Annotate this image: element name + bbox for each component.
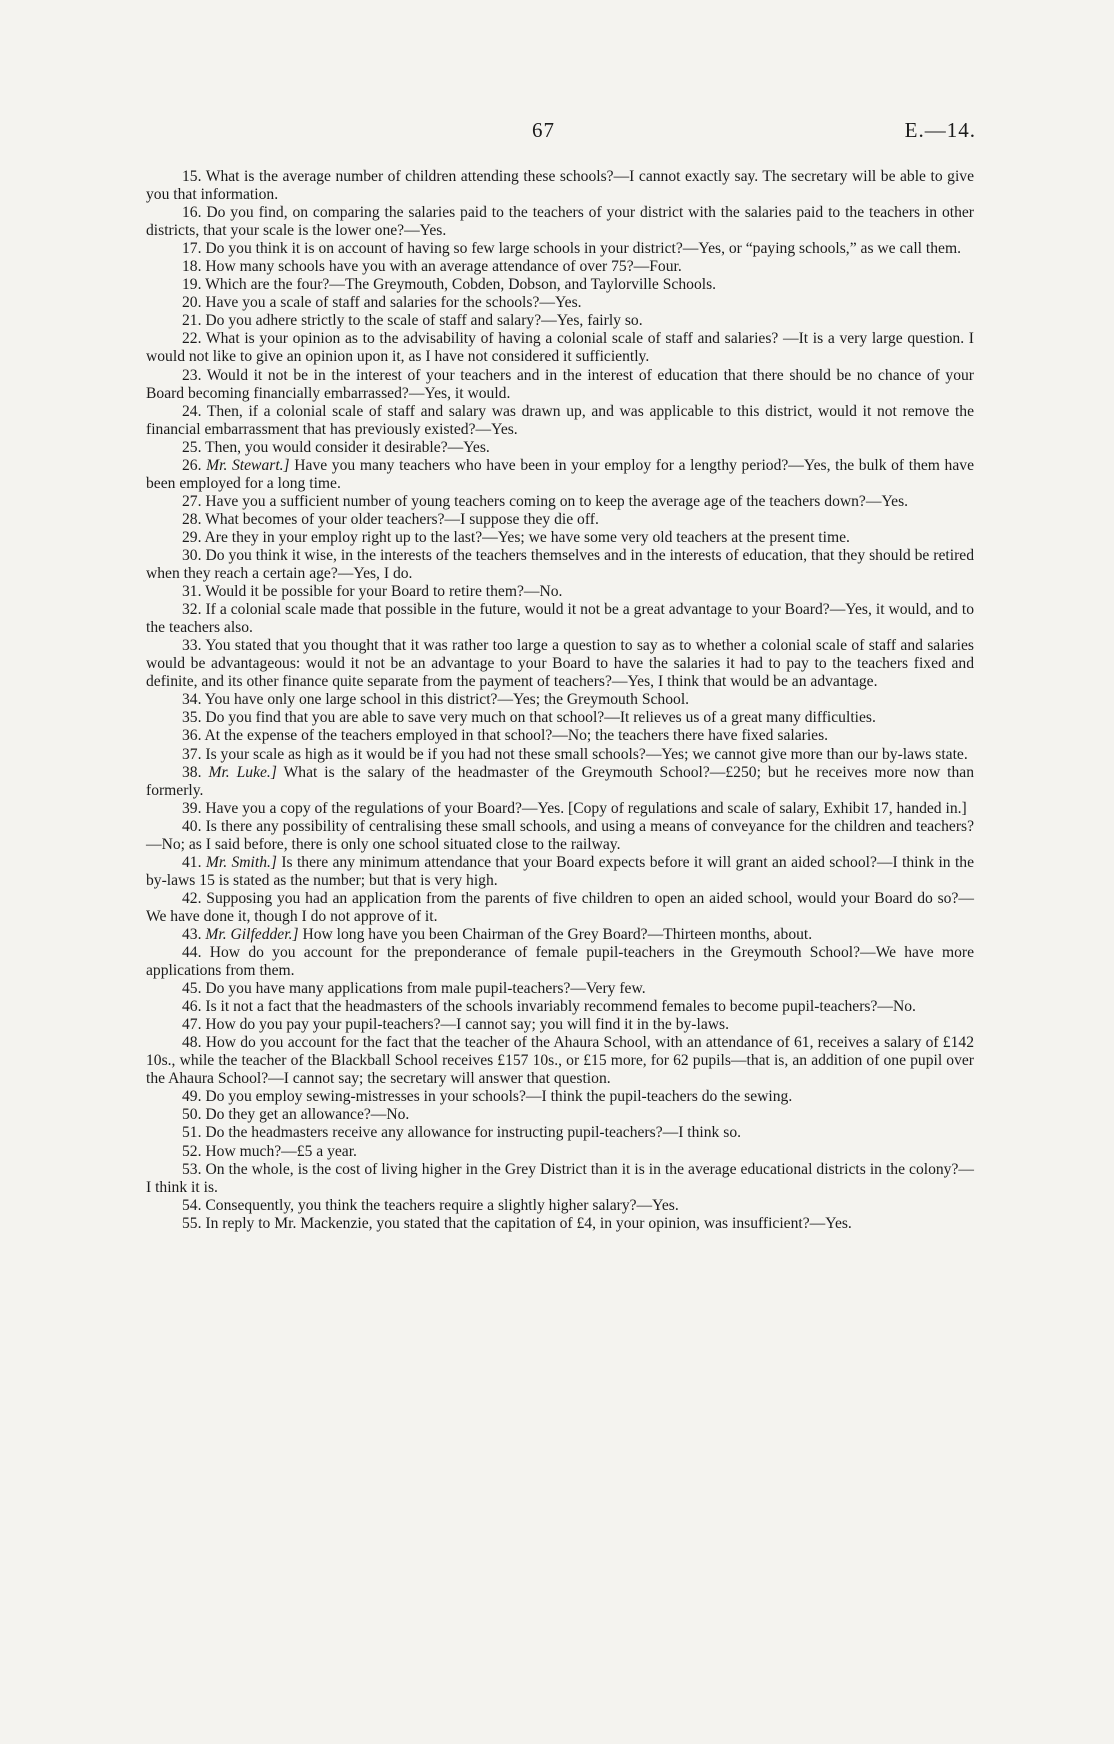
question-answer-paragraph: 27. Have you a sufficient number of young teachers coming on to keep the average age of the teachers down?—Yes. bbox=[182, 492, 909, 510]
question-answer-paragraph: 29. Are they in your employ right up to the last?—Yes; we have some very old teachers at the present time. bbox=[182, 528, 850, 546]
question-answer-paragraph: 28. What becomes of your older teachers?—I suppose they die off. bbox=[182, 510, 599, 528]
speaker-name: Mr. Stewart.] bbox=[206, 456, 290, 474]
paragraph-text: Have you many teachers who have been in your employ for a lengthy period?—Yes, the bulk of them have been employed for a long time. bbox=[146, 456, 974, 492]
question-answer-paragraph bbox=[146, 764, 974, 800]
question-answer-paragraph: 19. Which are the four?—The Greymouth, Cobden, Dobson, and Taylorville Schools. bbox=[182, 276, 717, 294]
question-answer-paragraph: 48. How do you account for the fact that the teacher of the Ahaura School, with an attendance of 61, receives a salary of £142 10s., while the teacher of the Blackball School receives £157 10s., or £15 more, for 62 pupils—that is, an addition of one pupil over the Ahaura School?—I cannot say; the secretary will answer that question. bbox=[146, 1034, 974, 1088]
question-answer-paragraph: 40. Is there any possibility of centralising these small schools, and using a means of conveyance for the children and teachers?—No; as I said before, there is only one school situated close to the railway. bbox=[146, 817, 974, 853]
speaker-name: Mr. Gilfedder.] bbox=[205, 925, 299, 943]
question-number: 43. bbox=[182, 925, 202, 943]
paragraph-text: Is there any minimum attendance that your Board expects before it will grant an aided school?—I think in the by-laws 15 is stated as the number; but that is very high. bbox=[146, 853, 974, 889]
question-answer-paragraph: 20. Have you a scale of staff and salaries for the schools?—Yes. bbox=[182, 294, 582, 312]
question-answer-paragraph: 46. Is it not a fact that the headmasters of the schools invariably recommend females to become pupil-teachers?—No. bbox=[182, 998, 916, 1016]
question-answer-paragraph: 49. Do you employ sewing-mistresses in your schools?—I think the pupil-teachers do the sewing. bbox=[182, 1088, 793, 1106]
question-answer-paragraph bbox=[146, 926, 974, 944]
evidence-body bbox=[146, 168, 974, 1233]
question-answer-paragraph: 30. Do you think it wise, in the interests of the teachers themselves and in the interests of education, that they should be retired when they reach a certain age?—Yes, I do. bbox=[146, 546, 974, 583]
question-answer-paragraph: 32. If a colonial scale made that possible in the future, would it not be a great advantage to your Board?—Yes, it would, and to the teachers also. bbox=[146, 601, 974, 637]
question-answer-paragraph: 33. You stated that you thought that it was rather too large a question to say as to whether a colonial scale of staff and salaries would be advantageous: would it not be an advantage to your Board to have the salaries it had to pay to the teachers fixed and definite, and its other finance quite separate from the payment of teachers?—Yes, I think that would be an advantage. bbox=[146, 637, 974, 691]
question-answer-paragraph: 22. What is your opinion as to the advisability of having a colonial scale of staff and salaries? —It is a very large question. I would not like to give an opinion upon it, as I have not considered it sufficiently. bbox=[146, 330, 974, 366]
question-answer-paragraph: 50. Do they get an allowance?—No. bbox=[182, 1106, 410, 1124]
paragraph-text: How long have you been Chairman of the Grey Board?—Thirteen months, about. bbox=[302, 925, 813, 943]
speaker-name: Mr. Luke.] bbox=[208, 763, 277, 781]
question-answer-paragraph bbox=[146, 457, 974, 493]
question-answer-paragraph: 35. Do you find that you are able to save very much on that school?—It relieves us of a great many difficulties. bbox=[182, 709, 876, 727]
question-answer-paragraph: 55. In reply to Mr. Mackenzie, you stated that the capitation of £4, in your opinion, was insufficient?—Yes. bbox=[182, 1214, 852, 1232]
question-answer-paragraph: 54. Consequently, you think the teachers require a slightly higher salary?—Yes. bbox=[182, 1196, 679, 1214]
question-answer-paragraph: 37. Is your scale as high as it would be if you had not these small schools?—Yes; we cannot give more than our by-laws state. bbox=[182, 745, 968, 763]
question-answer-paragraph: 39. Have you a copy of the regulations of your Board?—Yes. [Copy of regulations and scale of salary, Exhibit 17, handed in.] bbox=[182, 799, 967, 817]
question-answer-paragraph: 15. What is the average number of children attending these schools?—I cannot exactly say. The secretary will be able to give you that information. bbox=[146, 168, 974, 204]
question-answer-paragraph: 53. On the whole, is the cost of living higher in the Grey District than it is in the average educational districts in the colony?—I think it is. bbox=[146, 1160, 974, 1196]
question-number: 38. bbox=[182, 763, 202, 781]
question-answer-paragraph: 25. Then, you would consider it desirable?—Yes. bbox=[182, 438, 490, 456]
question-answer-paragraph: 18. How many schools have you with an average attendance of over 75?—Four. bbox=[182, 258, 682, 276]
paragraph-text: What is the salary of the headmaster of the Greymouth School?—£250; but he receives more now than formerly. bbox=[146, 763, 975, 799]
document-reference: E.—14. bbox=[904, 118, 976, 142]
question-answer-paragraph: 51. Do the headmasters receive any allowance for instructing pupil-teachers?—I think so. bbox=[182, 1124, 742, 1142]
question-answer-paragraph: 21. Do you adhere strictly to the scale of staff and salary?—Yes, fairly so. bbox=[182, 312, 643, 330]
question-number: 26. bbox=[182, 456, 202, 474]
page-number: 67 bbox=[532, 118, 555, 142]
question-answer-paragraph bbox=[146, 854, 974, 890]
question-answer-paragraph: 17. Do you think it is on account of having so few large schools in your district?—Yes, or “paying schools,” as we call them. bbox=[182, 240, 961, 258]
question-number: 41. bbox=[182, 853, 202, 871]
question-answer-paragraph: 24. Then, if a colonial scale of staff and salary was drawn up, and was applicable to this district, would it not remove the financial embarrassment that has previously existed?—Yes. bbox=[146, 402, 974, 438]
question-answer-paragraph: 45. Do you have many applications from male pupil-teachers?—Very few. bbox=[182, 980, 646, 998]
question-answer-paragraph: 47. How do you pay your pupil-teachers?—I cannot say; you will find it in the by-laws. bbox=[182, 1016, 729, 1034]
question-answer-paragraph: 52. How much?—£5 a year. bbox=[182, 1142, 357, 1160]
question-answer-paragraph: 44. How do you account for the preponderance of female pupil-teachers in the Greymouth School?—We have more applications from them. bbox=[146, 944, 974, 980]
question-answer-paragraph: 36. At the expense of the teachers employed in that school?—No; the teachers there have fixed salaries. bbox=[182, 727, 829, 745]
page-header bbox=[0, 118, 1114, 148]
question-answer-paragraph: 31. Would it be possible for your Board to retire them?—No. bbox=[182, 583, 563, 601]
question-answer-paragraph: 23. Would it not be in the interest of your teachers and in the interest of education that there should be no chance of your Board becoming financially embarrassed?—Yes, it would. bbox=[146, 366, 974, 402]
question-answer-paragraph: 42. Supposing you had an application from the parents of five children to open an aided school, would your Board do so?—We have done it, though I do not approve of it. bbox=[146, 889, 974, 925]
speaker-name: Mr. Smith.] bbox=[205, 853, 277, 871]
question-answer-paragraph: 34. You have only one large school in this district?—Yes; the Greymouth School. bbox=[182, 691, 690, 709]
question-answer-paragraph: 16. Do you find, on comparing the salaries paid to the teachers of your district with the salaries paid to the teachers in other districts, that your scale is the lower one?—Yes. bbox=[146, 204, 974, 240]
